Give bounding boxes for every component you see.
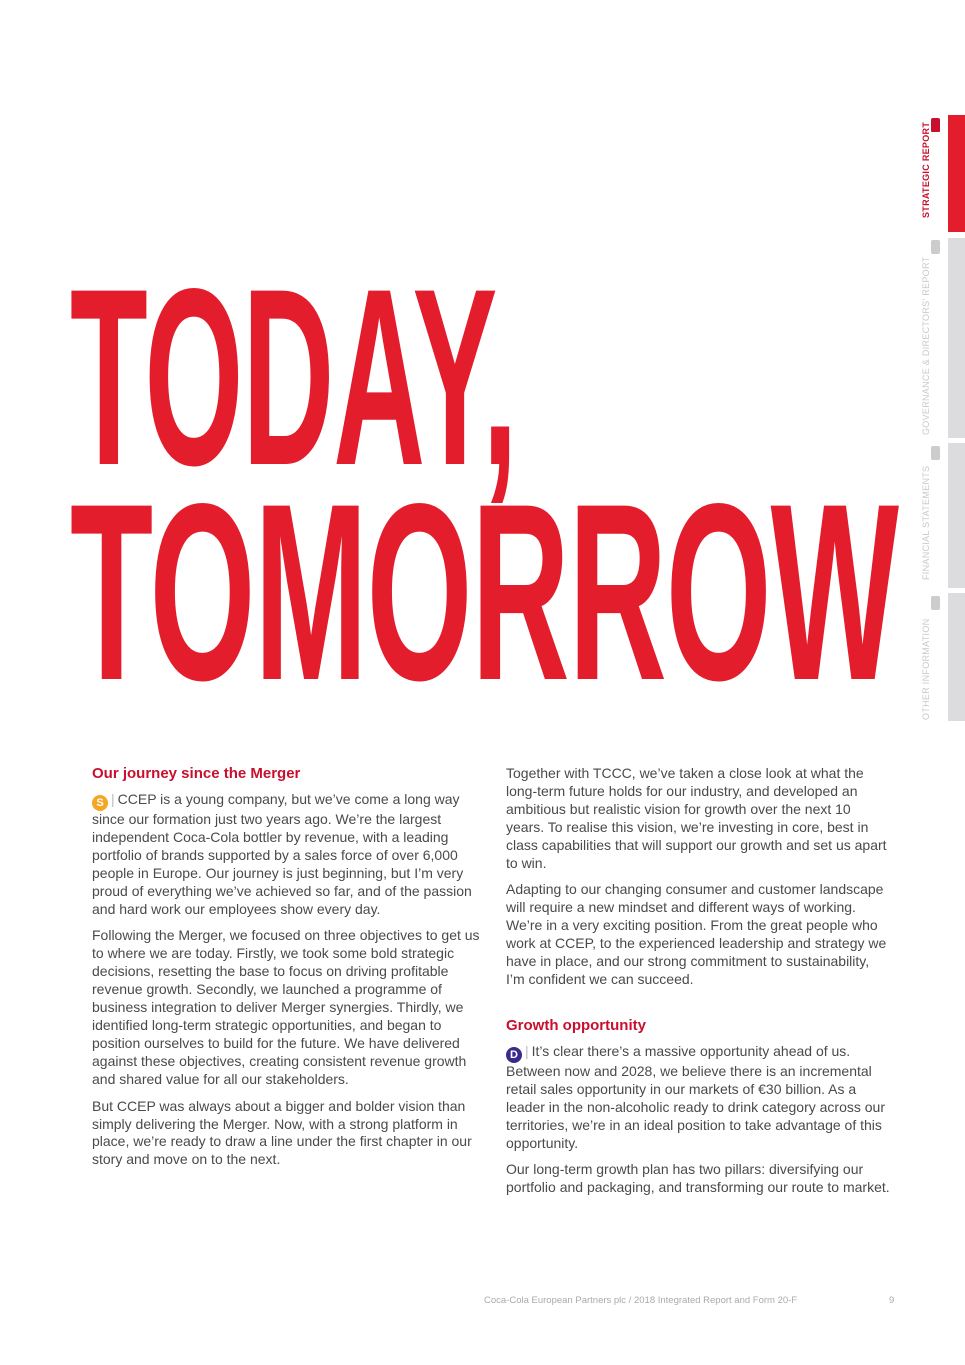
right-column: [506, 765, 891, 1206]
tab-label-other[interactable]: OTHER INFORMATION: [921, 618, 931, 720]
tab-financial-statements[interactable]: [948, 443, 965, 588]
bottle-icon: [931, 240, 940, 254]
divider: |: [111, 791, 115, 807]
bottle-icon: [931, 118, 940, 132]
strategic-badge-icon: S: [92, 795, 108, 811]
paragraph: Following the Merger, we focused on three objectives to get us to where we are today. Firstly, we took some bold strategic decisions, resetting the base to focus on driving profitable revenue growth. Secondly, we launched a programme of business integration to deliver Merger synergies. Thirdly, we identified long-term strategic opportunities, and began to position ourselves to build for the future. We have delivered against these objectives, creating consistent revenue growth and shared value for all our stakeholders.: [92, 927, 480, 1087]
divider: |: [525, 1042, 529, 1059]
left-column: [92, 765, 484, 1178]
paragraph-text: CCEP is a young company, but we’ve come a long way since our formation just two years ago. We’re the largest independent Coca-Cola bottler by revenue, with a leading portfolio of brands supported by a sales force of over 6,000 people in Europe. Our journey is just beginning, but I’m very proud of everything we’ve achieved so far, and of the passion and hard work our employees show every day.: [92, 791, 472, 917]
paragraph-text: It’s clear there’s a massive opportunity ahead of us. Between now and 2028, we believe there is an incremental retail sales opportunity in our markets of €30 billion. As a leader in the non-alcoholic ready to drink category across our territories, we’re in an ideal position to take advantage of this opportunity.: [506, 1042, 885, 1151]
page-number: 9: [889, 1295, 895, 1306]
tab-label-strategic-report[interactable]: STRATEGIC REPORT: [921, 121, 931, 218]
footer-text: Coca-Cola European Partners plc / 2018 Integrated Report and Form 20-F: [484, 1295, 798, 1306]
tab-other-information[interactable]: [948, 593, 965, 721]
section-heading: Growth opportunity: [506, 1016, 646, 1034]
paragraph: Adapting to our changing consumer and customer landscape will require a new mindset and different ways of working. We’re in a very exciting position. From the great people who work at CCEP, to the experienced leadership and strategy we have in place, and our strong commitment to sustainability, I’m confident we can succeed.: [506, 881, 887, 987]
tab-governance[interactable]: [948, 238, 965, 438]
headline-line-2: TOMORROW: [70, 452, 898, 733]
tab-strategic-report[interactable]: [948, 115, 965, 232]
tab-label-financial[interactable]: FINANCIAL STATEMENTS: [921, 465, 931, 580]
paragraph: Our long-term growth plan has two pillars: diversifying our portfolio and packaging, and transforming our route to market.: [506, 1161, 890, 1196]
paragraph: But CCEP was always about a bigger and bolder vision than simply delivering the Merger. Now, with a strong platform in place, we’re ready to draw a line under the first chapter in our story and move on to the next.: [92, 1097, 472, 1168]
directors-badge-icon: D: [506, 1047, 522, 1063]
section-heading: Our journey since the Merger: [92, 765, 301, 782]
paragraph: [506, 1043, 891, 1153]
headline-line-1: TODAY,: [70, 237, 517, 518]
bottle-icon: [931, 596, 940, 610]
bottle-icon: [931, 446, 940, 460]
paragraph: Together with TCCC, we’ve taken a close look at what the long-term future holds for our industry, and developed an ambitious but realistic vision for growth over the next 10 years. To realise this vision, we’re investing in core, best in class capabilities that will support our growth and set us apart to win.: [506, 765, 887, 871]
tab-label-governance[interactable]: GOVERNANCE & DIRECTORS' REPORT: [921, 256, 931, 435]
paragraph: [92, 791, 484, 918]
